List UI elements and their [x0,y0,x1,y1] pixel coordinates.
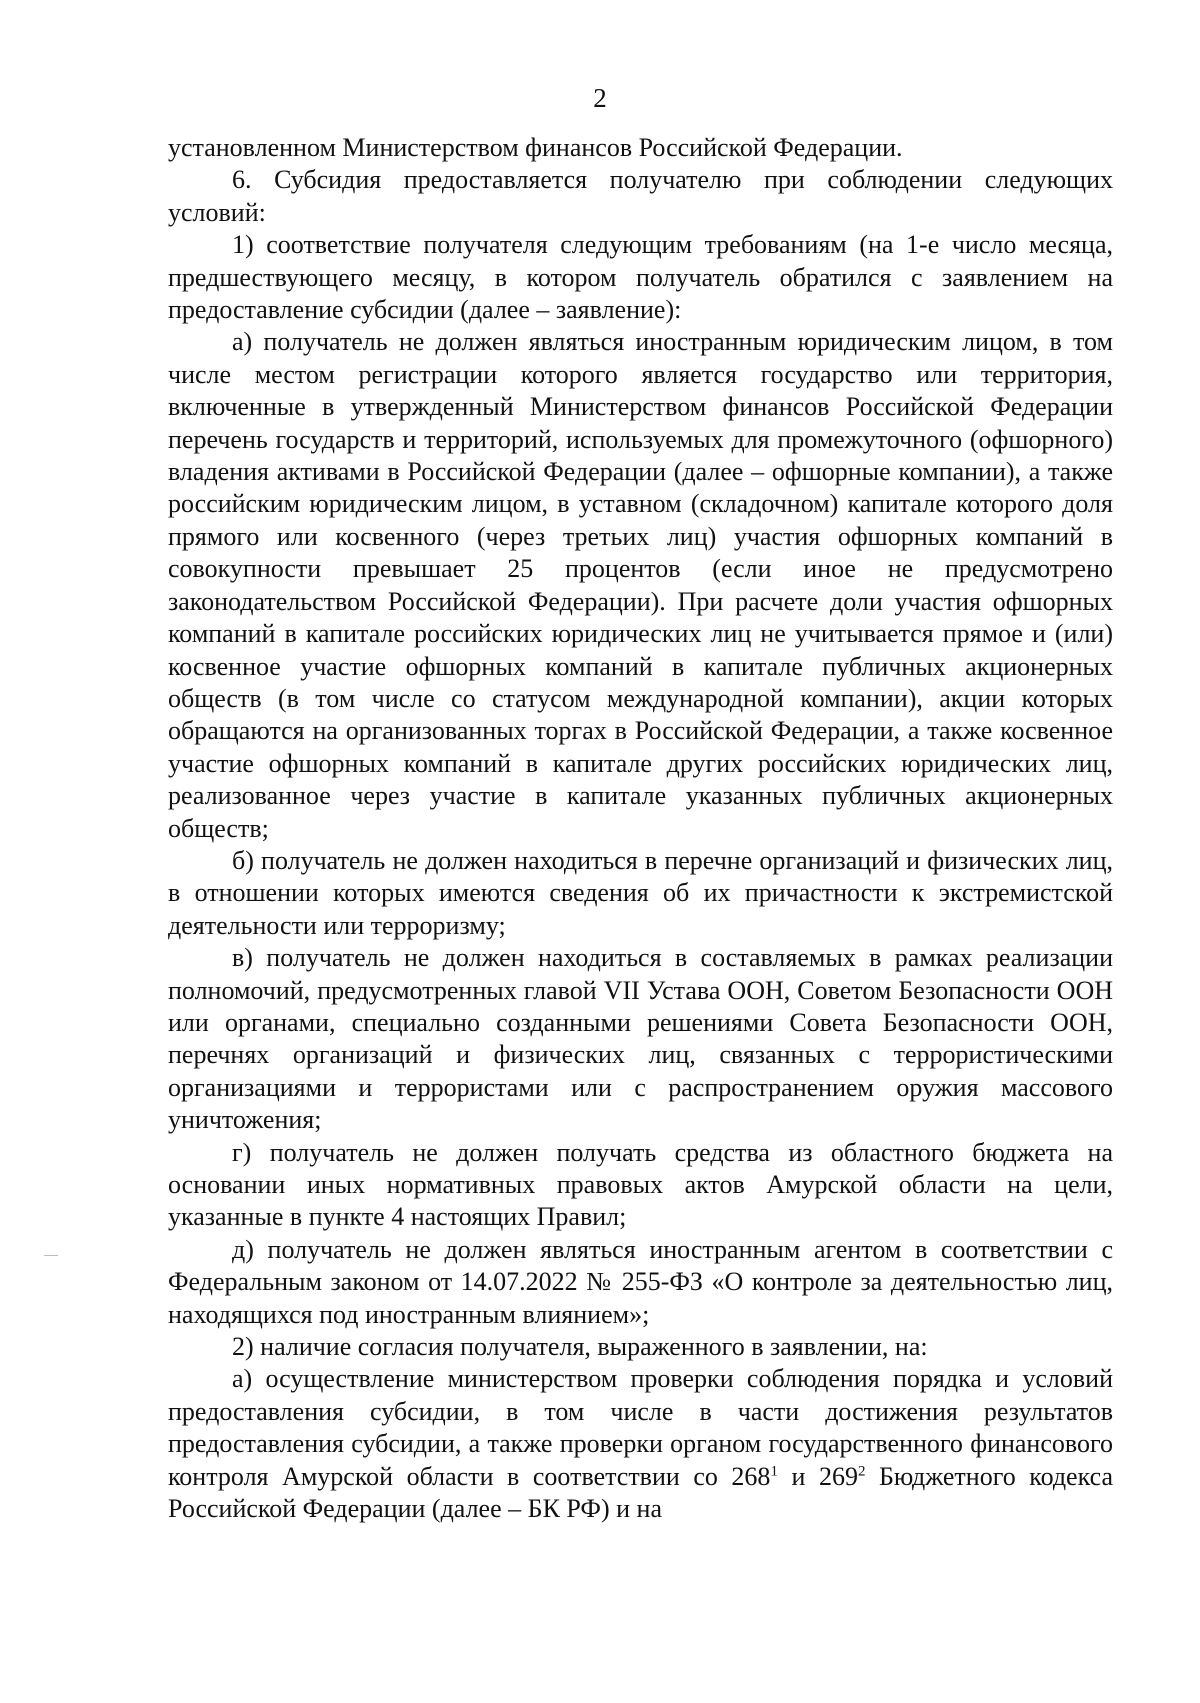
paragraph-subitem-a: а) получатель не должен являться иностранным юридическим лицом, в том числе местом регистрации которого является государство или территория, включенные в утвержденный Министерством финансов Российской Федерации перечень государств и территорий, используемых для промежуточного (офшорного) владения активами в Российской Федерации (далее – офшорные компании), а также российским юридическим лицом, в уставном (складочном) капитале которого доля прямого или косвенного (через третьих лиц) участия офшорных компаний в совокупности превышает 25 процентов (если иное не предусмотрено законодательством Российской Федерации). При расчете доли участия офшорных компаний в капитале российских юридических лиц не учитывается прямое и (или) косвенное участие офшорных компаний в капитале публичных акционерных обществ (в том числе со статусом международной компании), акции которых обращаются на организованных торгах в Российской Федерации, а также косвенное участие офшорных компаний в капитале других российских юридических лиц, реализованное через участие в капитале указанных публичных акционерных обществ; [168,327,1113,843]
article-superscript-1: 1 [770,1463,778,1479]
consent-text-middle: и 269 [777,1461,858,1491]
paragraph-subitem-v: в) получатель не должен находиться в составляемых в рамках реализации полномочий, предусмотренных главой VII Устава ООН, Советом Безопасности ООН или органами, специально созданными решениями Совета Безопасности ООН, перечнях организаций и физических лиц, связанных с террористическими организациями и террористами или с распространением оружия массового уничтожения; [168,943,1113,1135]
paragraph-subitem-g: г) получатель не должен получать средства из областного бюджета на основании иных нормативных правовых актов Амурской области на цели, указанные в пункте 4 настоящих Правил; [168,1137,1113,1232]
article-superscript-2: 2 [857,1463,866,1479]
paragraph-subitem-b: б) получатель не должен находиться в перечне организаций и физических лиц, в отношении которых имеются сведения об их причастности к экстремистской деятельности или терроризму; [168,845,1113,940]
paragraph-subitem-1: 1) соответствие получателя следующим требованиям (на 1-е число месяца, предшествующего месяцу, в котором получатель обратился с заявлением на предоставление субсидии (далее – заявление): [168,230,1113,325]
page-number: 2 [593,83,607,113]
consent-text-end: Бюджетного кодекса Российской Федерации (далее – БК РФ) и на [168,1461,1113,1524]
paragraph-subitem-d: д) получатель не должен являться иностранным агентом в соответствии с Федеральным законом от 14.07.2022 № 255-ФЗ «О контроле за деятельностью лиц, находящихся под иностранным влиянием»; [168,1234,1113,1329]
paragraph-continuation: установленном Министерством финансов Российской Федерации. [168,133,903,162]
paragraph-subitem-2: 2) наличие согласия получателя, выраженного в заявлении, на: [232,1332,928,1362]
consent-text-start: а) осуществление министерством проверки соблюдения порядка и условий предоставления субсидии, в том числе в части достижения результатов предоставления субсидии, а также проверки органом государственного финансового контроля Амурской области в соответствии со 268 [168,1364,1113,1491]
document-body [168,132,1113,1525]
scan-margin-mark [44,1255,58,1256]
paragraph-item-6: 6. Субсидия предоставляется получателю при соблюдении следующих условий: [168,165,1113,227]
paragraph-consent-a [168,1363,1113,1525]
